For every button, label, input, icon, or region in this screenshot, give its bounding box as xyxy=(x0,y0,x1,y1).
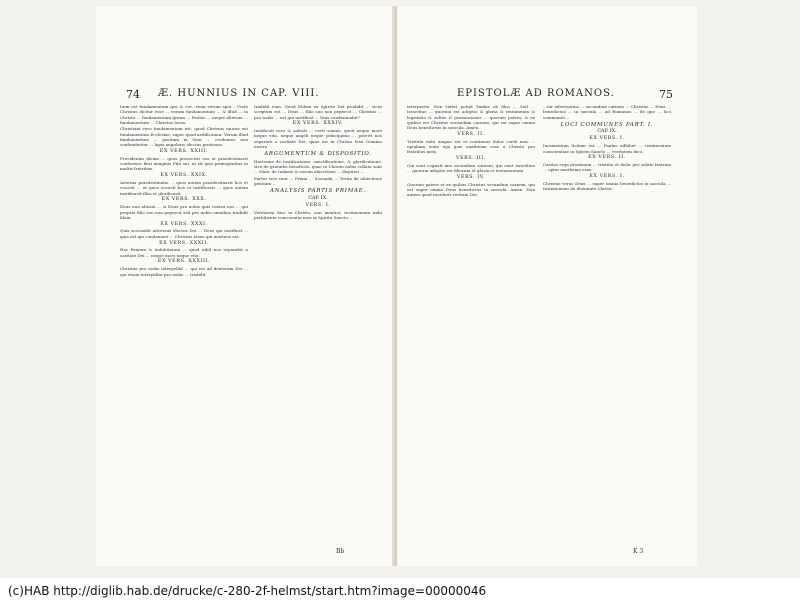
left-running-head: Æ. HUNNIUS IN CAP. VIII. xyxy=(158,88,320,99)
left-col1-filler: Providentia divina ... quos praescivit eos et praedestinavit conformes fieri imaginis Filii sui, ut sit ipse primogenitus in multis fratribus. xyxy=(120,155,248,172)
right-col1-section-2: VERS. III. xyxy=(456,156,486,162)
right-col2-body: ...tur adversarius ... secundum carnem ... Christus ... Deus ... benedictus ... in saecula ... ad Romanos ... de quo ... loci communes ... xyxy=(543,104,671,120)
left-col2-filler: Iustificati vero & salvati ... certi sumus, quod neque mors neque vita, neque angeli neque principatus ... poterit nos separare a caritate Dei, quae est in Christo Iesu Domino nostro. xyxy=(254,128,382,150)
left-col1-section-6: EX VERS. XXXIII. xyxy=(157,259,211,265)
left-col1-filler: Christiani vero fundamentum est, quod Christus unicus est fundamentum Ecclesiae, super quod aedificamur. Verum illud fundamentum ... positum in Sion ... credentes non confundentur ... lapis angularis electus pretiosus. xyxy=(120,126,248,148)
left-col1-section-1: EX VERS. XXIII. xyxy=(159,149,209,155)
source-url-line: (c)HAB http://diglib.hab.de/drucke/c-280-2f-helmst/start.htm?image=00000046 xyxy=(0,580,800,602)
right-col1-section-1: VERS. II. xyxy=(457,131,485,137)
left-col1-section-3: EX VERS. XXX. xyxy=(161,197,207,203)
left-col1-filler: Deus non abiciat ... si Deus pro nobis quis contra nos ... qui proprio filio suo non pepercit sed pro nobis omnibus tradidit illum. xyxy=(120,204,248,220)
left-footer-signature: Bb xyxy=(336,548,345,555)
right-col1-filler: Tristitia mihi magna est et continuus dolor cordi meo ... optabam enim ego ipse anathema esse a Christo pro fratribus meis. xyxy=(407,138,535,155)
left-col2-body: tradidit eum. Quod Eidem ex Spiritu Dei prodidit ... sicut scriptum est ... Deus ... filio suo non pepercit ... Christus ... pro nobis ... est qui iustificat ... Quis condemnabit? xyxy=(254,104,382,120)
left-column-1 xyxy=(120,104,248,544)
left-col1-filler: Quis accusabit adversus electos Dei ... Deus qui iustificat ... quis est qui condemnet ... Christus Iesus qui mortuus est. xyxy=(120,228,248,239)
loci-section-1: EX VERS. I. xyxy=(589,136,625,142)
argument-text: Hactenus de iustificatione, sanctificatione, & glorificatione, sive de gratuitis beneficiis, quae in Christo nobis collata sunt ... Nunc de Iudaeis & eorum abiectione ... disputat ... xyxy=(254,158,382,175)
verse-heading: VERS. I. xyxy=(305,202,331,208)
left-col1-section-2: EX VERS. XXIX. xyxy=(160,173,208,179)
right-col2-filler: Iuramentum licitum est ... Paulus adhibet ... testimonium conscientiae in Spiritu Sancto ... veritatem dico. xyxy=(543,143,671,154)
left-col1-section-4: EX VERS. XXXI. xyxy=(160,221,208,227)
right-col1-filler: Qui sunt cognati mei secundum carnem, qui sunt Israelitae ... quorum adoptio est filiorum et gloria et testamentum. xyxy=(407,162,535,174)
right-running-head: EPISTOLÆ AD ROMANOS. xyxy=(457,88,615,99)
left-column-2 xyxy=(254,104,382,544)
left-col1-filler: Christus pro nobis interpellat ... qui est ad dexteram Dei ... qui etiam interpellat pro nobis ... tradidit. xyxy=(120,266,248,277)
loci-section-2: EX VERS. II. xyxy=(588,155,626,161)
left-page-number: 74 xyxy=(126,88,140,101)
loci-section-3: EX VERS. I. xyxy=(589,174,625,180)
left-col1-body: tium est fundamentum ipsi & cre...vinia verum spei... Unde Christus dicitur esse ... verum fundamentum ... & illud ... in Christo ... fundamentum ipsum ... Paulus ... neque alterum ... fundamentum ... Christus Iesus. xyxy=(120,104,248,125)
left-page xyxy=(96,6,397,566)
right-col1-filler: Quorum patres et ex quibus Christus secundum carnem, qui est super omnia Deus benedictus in saecula. Amen. Non autem quod exciderit verbum Dei. xyxy=(407,181,535,198)
right-page-number: 75 xyxy=(659,88,673,101)
right-column-2 xyxy=(543,104,671,544)
argument-title: ARGUMENTUM & DISPOSITIO. xyxy=(264,151,372,158)
left-col1-section-5: EX VERS. XXXII. xyxy=(159,240,209,246)
chapter-heading: CAP. IX. xyxy=(308,195,328,201)
right-col2-filler: Caritas erga proximum ... tristitia et dolor pro salute fratrum ... optat anathema esse. xyxy=(543,162,671,173)
right-footer-signature: K 3 xyxy=(633,548,644,555)
left-col2-filler: Partes tres sunt ... Prima ... Secunda ... Tertia de abiectione gentium ... xyxy=(254,175,382,187)
right-col1-section-3: VERS. IV. xyxy=(456,175,486,181)
loci-title: LOCI COMMUNES PART. I. xyxy=(560,121,654,128)
analysis-title: ANALYSIS PARTIS PRIMAE. xyxy=(270,188,366,195)
left-col1-filler: Aeterna praedestinatio ... quos autem praedestinavit hos et vocavit ... et quos vocavit hos et iustificavit ... quos autem iustificavit illos et glorificavit. xyxy=(120,180,248,196)
left-col2-filler: Veritatem dico in Christo, non mentior, testimonium mihi perhibente conscientia mea in Spiritu Sancto ... xyxy=(254,209,382,221)
right-page xyxy=(397,6,697,566)
right-col1-body: interpretis. Non videri potuit Paulus ob illos ... Sed ... Israelitae ... quorum est adoptio & gloria & testamenta & legislatio & cultus & promissiones ... quorum patres, & ex quibus est Christus secundum carnem, qui est super omnia Deus benedictus in saecula. Amen. xyxy=(407,104,535,131)
right-col2-filler: Christus verus Deus ... super omnia benedictus in saecula ... testimonium de divinitate Christi. xyxy=(543,181,671,192)
right-column-1 xyxy=(407,104,535,544)
left-col2-section-1: EX VERS. XXXIV. xyxy=(292,121,344,127)
left-col1-filler: Hoc firmum & indubitatum ... quod nihil nos separabit a caritate Dei ... neque mors neque vita. xyxy=(120,247,248,258)
loci-chapter: CAP. IX. xyxy=(597,129,617,135)
